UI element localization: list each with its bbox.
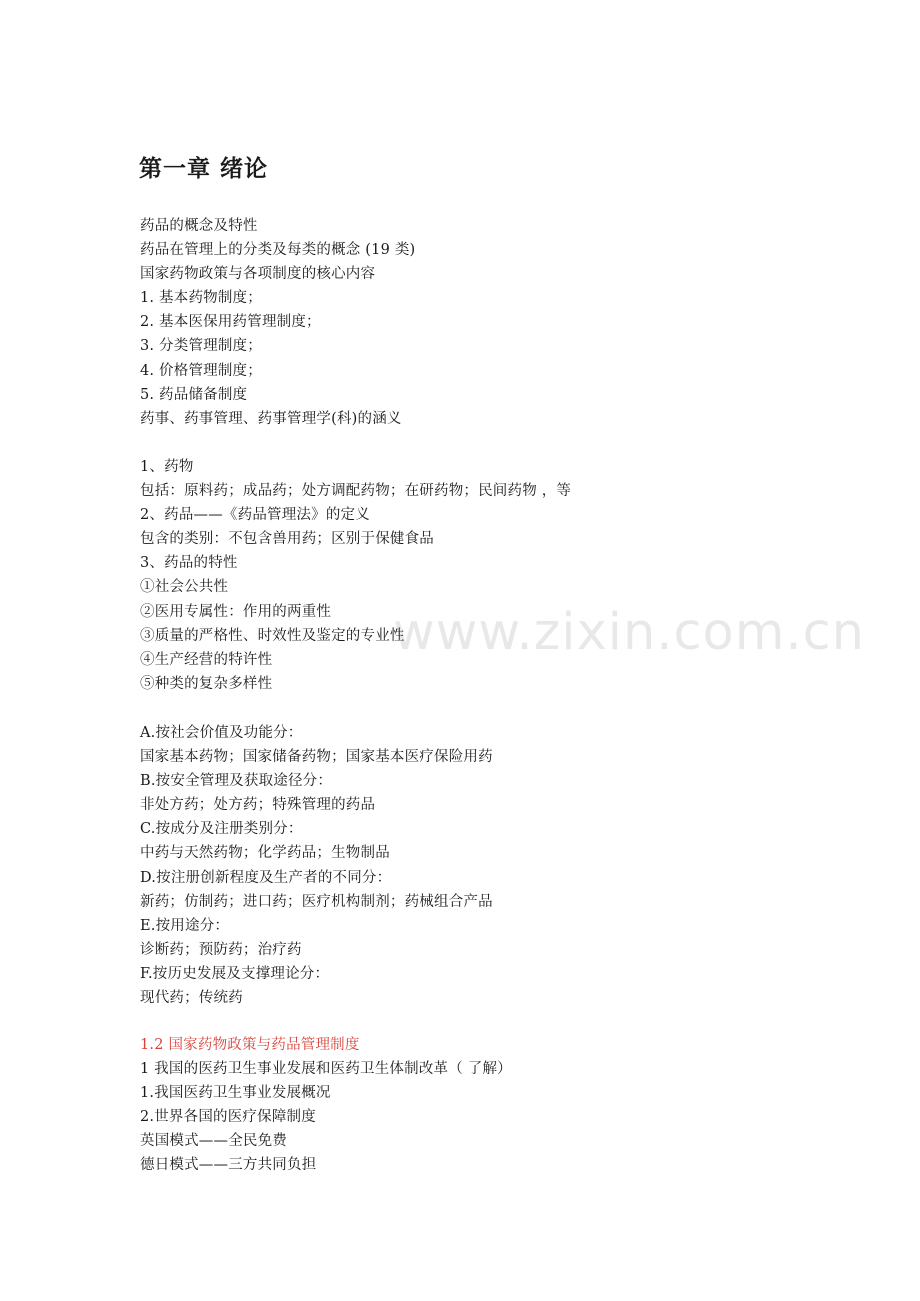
text-line: 新药；仿制药；进口药；医疗机构制剂；药械组合产品 [140, 893, 493, 910]
text-line: 1、药物 [140, 459, 194, 475]
text-line: C.按成分及注册类别分： [140, 821, 303, 838]
text-line: 诊断药；预防药；治疗药 [140, 941, 302, 958]
text-line: ①社会公共性 [140, 579, 229, 596]
text-line: 药品的概念及特性 [140, 218, 258, 234]
text-line: 1 我国的医药卫生事业发展和医药卫生体制改革（ 了解） [140, 1061, 512, 1078]
text-line: 2.世界各国的医疗保障制度 [140, 1109, 316, 1126]
overview-list [140, 214, 415, 431]
text-line: 3. 分类管理制度； [140, 338, 262, 355]
text-line: B.按安全管理及获取途径分： [140, 773, 333, 790]
text-line: 包含的类别：不包含兽用药；区别于保健食品 [140, 531, 434, 548]
text-line: 2. 基本医保用药管理制度； [140, 314, 321, 331]
text-line: E.按用途分： [140, 917, 230, 934]
text-line: 1. 基本药物制度； [140, 290, 262, 307]
text-line: 国家基本药物；国家储备药物；国家基本医疗保险用药 [140, 749, 493, 766]
text-line: 5. 药品储备制度 [140, 386, 248, 403]
text-line: ③质量的严格性、时效性及鉴定的专业性 [140, 627, 405, 644]
text-line: ⑤种类的复杂多样性 [140, 675, 273, 692]
section-heading: 1.2 国家药物政策与药品管理制度 [140, 1037, 360, 1053]
text-line: 现代药；传统药 [140, 990, 243, 1007]
text-line: ④生产经营的特许性 [140, 651, 273, 668]
text-line: 3、药品的特性 [140, 555, 238, 572]
text-line: ②医用专属性：作用的两重性 [140, 603, 332, 620]
text-line: 英国模式——全民免费 [140, 1133, 287, 1150]
drug-classification-section [140, 721, 493, 1010]
text-line: 包括：原料药；成品药；处方调配药物；在研药物；民间药物 ，等 [140, 483, 572, 500]
chapter-title: 第一章 绪论 [139, 155, 269, 182]
text-line: D.按注册创新程度及生产者的不同分： [140, 869, 392, 886]
drug-policy-section [140, 1033, 512, 1178]
text-line: 国家药物政策与各项制度的核心内容 [140, 266, 376, 283]
drug-definition-section [140, 455, 571, 696]
text-line: 非处方药；处方药；特殊管理的药品 [140, 797, 376, 814]
text-line: 德日模式——三方共同负担 [140, 1157, 317, 1174]
text-line: 4. 价格管理制度； [140, 362, 262, 379]
text-line: F.按历史发展及支撑理论分： [140, 965, 330, 982]
text-line: A.按社会价值及功能分： [140, 725, 303, 741]
text-line: 药品在管理上的分类及每类的概念 (19 类) [140, 242, 416, 259]
text-line: 中药与天然药物；化学药品；生物制品 [140, 845, 390, 862]
text-line: 1.我国医药卫生事业发展概况 [140, 1085, 331, 1102]
text-line: 2、药品——《药品管理法》的定义 [140, 507, 370, 524]
text-line: 药事、药事管理、药事管理学(科)的涵义 [140, 410, 402, 427]
watermark: www.zixin.com.cn [393, 603, 865, 662]
